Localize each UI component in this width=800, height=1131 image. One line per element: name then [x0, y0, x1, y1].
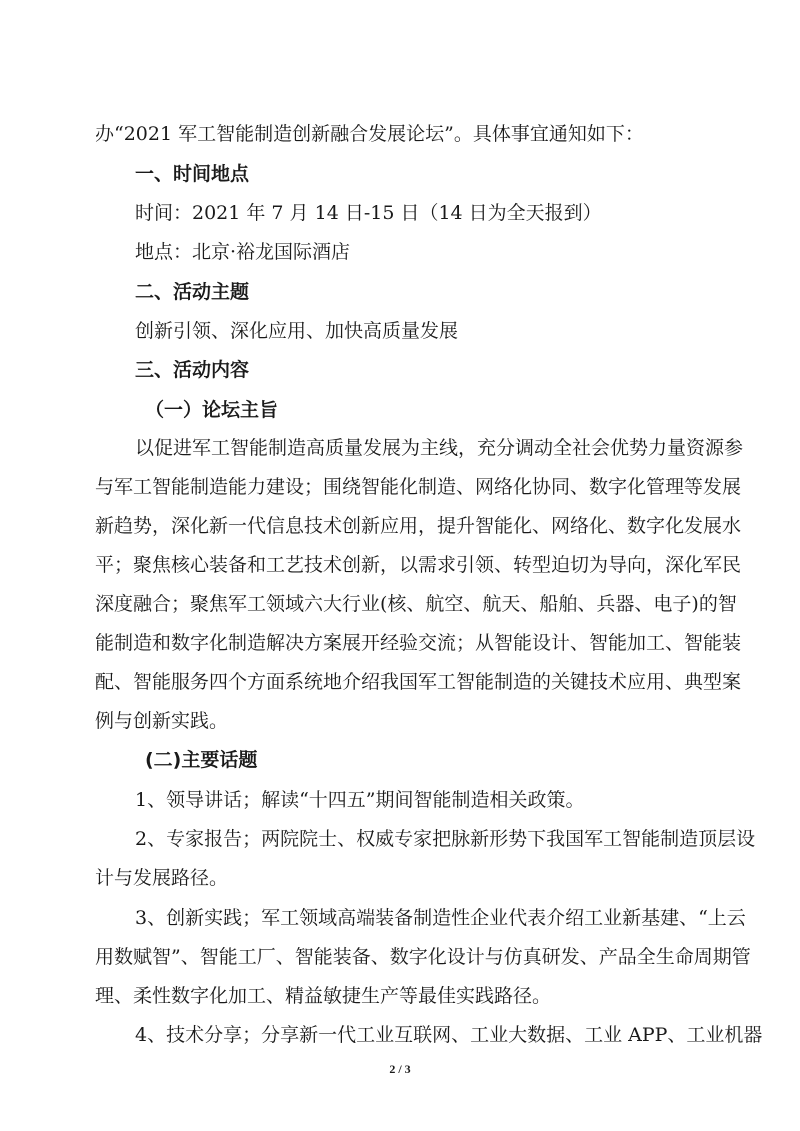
purpose-line: 平；聚焦核心装备和工艺技术创新，以需求引领、转型迫切为导向，深化军民	[95, 554, 742, 576]
purpose-line: 配、智能服务四个方面系统地介绍我国军工智能制造的关键技术应用、典型案	[95, 671, 742, 693]
page-number: 2 / 3	[389, 1062, 411, 1076]
topic-3-line: 理、柔性数字化加工、精益敏捷生产等最佳实践路径。	[95, 985, 552, 1007]
topic-1-line: 1、领导讲话；解读“十四五”期间智能制造相关政策。	[135, 789, 585, 811]
purpose-line: 深度融合；聚焦军工领域六大行业(核、航空、航天、船舶、兵器、电子)的智	[95, 593, 737, 615]
purpose-line: 新趋势，深化新一代信息技术创新应用，提升智能化、网络化、数字化发展水	[95, 515, 742, 537]
purpose-line: 与军工智能制造能力建设；围绕智能化制造、网络化协同、数字化管理等发展	[95, 476, 742, 498]
topic-3-line: 3、创新实践；军工领域高端装备制造性企业代表介绍工业新基建、“上云	[135, 907, 746, 929]
subsection1-heading: （一）论坛主旨	[145, 399, 279, 421]
theme-line: 创新引领、深化应用、加快高质量发展	[135, 320, 459, 342]
purpose-line: 以促进军工智能制造高质量发展为主线，充分调动全社会优势力量资源参	[135, 437, 744, 459]
section1-heading: 一、时间地点	[135, 163, 250, 185]
section2-heading: 二、活动主题	[135, 281, 250, 303]
topic-3-line: 用数赋智”、智能工厂、智能装备、数字化设计与仿真研发、产品全生命周期管	[95, 946, 751, 968]
topic-2-line: 计与发展路径。	[95, 867, 229, 889]
topic-2-line: 2、专家报告；两院院士、权威专家把脉新形势下我国军工智能制造顶层设	[135, 828, 756, 850]
topic-4-line: 4、技术分享；分享新一代工业互联网、工业大数据、工业 APP、工业机器	[135, 1024, 763, 1046]
time-line: 时间：2021 年 7 月 14 日-15 日（14 日为全天报到）	[135, 202, 602, 224]
place-line: 地点：北京·裕龙国际酒店	[135, 241, 351, 263]
section3-heading: 三、活动内容	[135, 359, 250, 381]
purpose-line: 例与创新实践。	[95, 710, 229, 732]
intro-line: 办“2021 军工智能制造创新融合发展论坛”。具体事宜通知如下：	[95, 123, 644, 145]
subsection2-heading: (二)主要话题	[145, 749, 258, 771]
purpose-line: 能制造和数字化制造解决方案展开经验交流；从智能设计、智能加工、智能装	[95, 632, 742, 654]
